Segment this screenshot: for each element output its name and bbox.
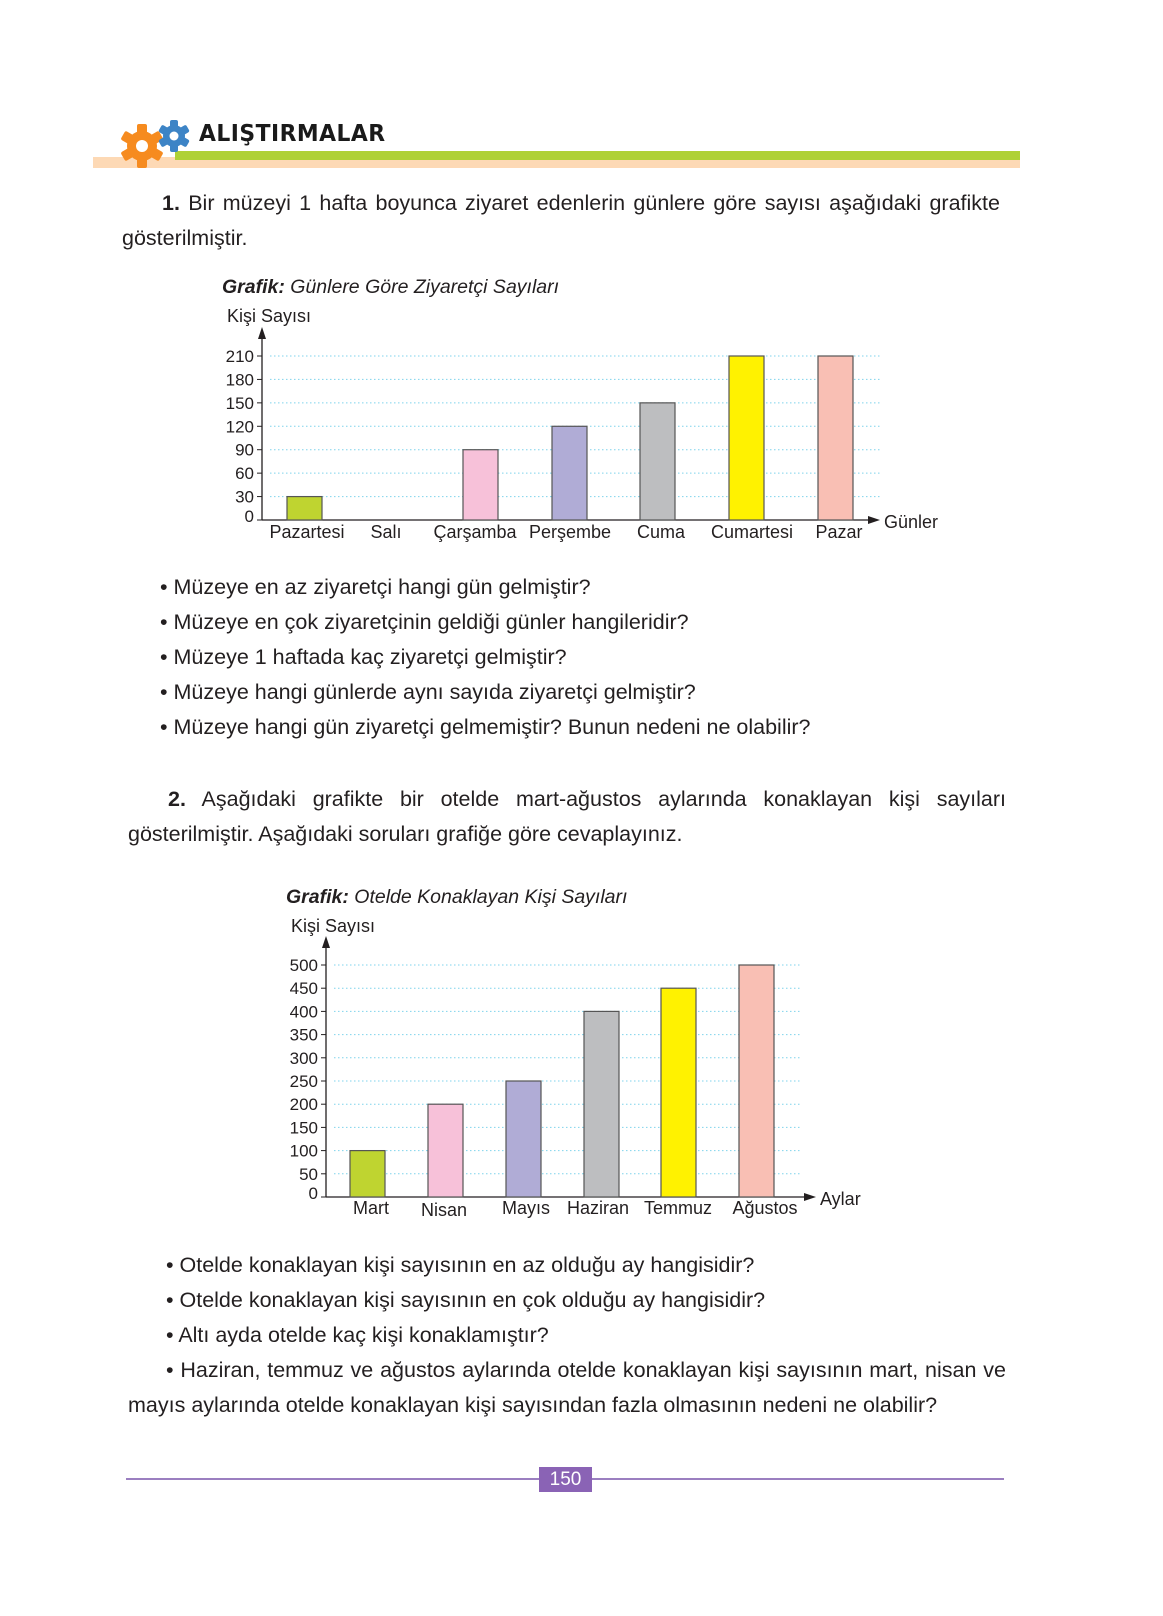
chart-2-title-prefix: Grafik: bbox=[286, 886, 349, 908]
page-number: 150 bbox=[539, 1467, 592, 1492]
x-axis-label: Aylar bbox=[820, 1189, 861, 1209]
question: • Müzeye 1 haftada kaç ziyaretçi gelmiştir? bbox=[160, 645, 567, 669]
x-tick-label: Mart bbox=[353, 1198, 389, 1218]
question: • Müzeye hangi günlerde aynı sayıda ziyaretçi gelmiştir? bbox=[160, 680, 696, 704]
question: • Altı ayda otelde kaç kişi konaklamıştır? bbox=[166, 1323, 549, 1347]
exercise-2-body: Aşağıdaki grafikte bir otelde mart-ağustos aylarında konaklayan kişi sayıları gösterilmiştir. Aşağıdaki soruları grafiğe göre cevaplayınız. bbox=[128, 787, 1006, 846]
y-tick-label: 250 bbox=[289, 1072, 318, 1091]
x-tick-label: Cuma bbox=[636, 522, 686, 542]
x-tick-label: Çarşamba bbox=[433, 522, 517, 542]
y-tick-label: 180 bbox=[225, 370, 254, 390]
exercise-2-questions bbox=[166, 1248, 1006, 1353]
bar-nisan bbox=[428, 1104, 463, 1197]
x-tick-label: Nisan bbox=[420, 1200, 468, 1220]
y-tick-label: 100 bbox=[289, 1141, 318, 1161]
chart-1-title-text: Günlere Göre Ziyaretçi Sayıları bbox=[290, 276, 560, 298]
bar-temmuz bbox=[661, 988, 696, 1197]
chart-2-ylabel: Kişi Sayısı bbox=[291, 916, 376, 936]
x-tick-label: Mayıs bbox=[501, 1198, 551, 1218]
x-tick-label: Perşembe bbox=[528, 522, 612, 542]
y-tick-label: 210 bbox=[225, 347, 254, 366]
y-tick-label: 350 bbox=[289, 1025, 318, 1045]
x-axis-arrow bbox=[804, 1193, 816, 1201]
y-tick-label: 200 bbox=[289, 1095, 318, 1115]
y-tick-label: 400 bbox=[289, 1002, 318, 1022]
y-tick-label: 150 bbox=[289, 1118, 318, 1138]
x-axis-label: Günler bbox=[884, 512, 939, 532]
y-tick-label: 30 bbox=[235, 487, 254, 507]
bar-mayıs bbox=[506, 1081, 541, 1197]
question: • Müzeye en çok ziyaretçinin geldiği günler hangileridir? bbox=[160, 610, 689, 634]
section-title: ALIŞTIRMALAR bbox=[199, 121, 386, 147]
question bbox=[128, 1353, 1006, 1423]
bar-mart bbox=[350, 1151, 385, 1197]
chart-1-title-prefix: Grafik: bbox=[222, 276, 285, 298]
y-tick-label: 450 bbox=[289, 979, 318, 999]
x-tick-label: Ağustos bbox=[732, 1198, 798, 1218]
bar-ağustos bbox=[739, 965, 774, 1197]
x-tick-label: Haziran bbox=[566, 1198, 630, 1218]
bar-haziran bbox=[584, 1011, 619, 1197]
y-tick-label: 150 bbox=[225, 393, 254, 413]
question: • Otelde konaklayan kişi sayısının en çok olduğu ay hangisidir? bbox=[166, 1288, 766, 1312]
y-tick-label: 0 bbox=[244, 507, 254, 526]
y-tick-label: 500 bbox=[289, 956, 318, 975]
question: • Müzeye en az ziyaretçi hangi gün gelmiştir? bbox=[160, 575, 591, 599]
y-tick-label: 90 bbox=[235, 440, 254, 460]
x-tick-label: Pazar bbox=[815, 522, 863, 542]
y-tick-label: 120 bbox=[225, 417, 254, 437]
chart-2-title-text: Otelde Konaklayan Kişi Sayıları bbox=[354, 886, 628, 908]
y-tick-label: 60 bbox=[235, 464, 254, 484]
y-axis-arrow bbox=[322, 936, 330, 948]
x-tick-label: Pazartesi bbox=[269, 522, 345, 542]
exercise-2-number: 2. bbox=[168, 787, 186, 811]
question: • Otelde konaklayan kişi sayısının en az olduğu ay hangisidir? bbox=[166, 1253, 755, 1277]
question: • Müzeye hangi gün ziyaretçi gelmemiştir? Bunun nedeni ne olabilir? bbox=[160, 715, 811, 739]
exercise-1-body: Bir müzeyi 1 hafta boyunca ziyaret edenlerin günlere göre sayısı aşağıdaki grafikte gösterilmiştir. bbox=[122, 191, 1000, 250]
question-text: • Haziran, temmuz ve ağustos aylarında otelde konaklayan kişi sayısının mart, nisan ve mayıs aylarında otelde konaklayan kişi sayısından fazla olmasının nedeni ne olabilir? bbox=[128, 1358, 1006, 1417]
y-tick-label: 0 bbox=[308, 1184, 318, 1203]
x-tick-label: Temmuz bbox=[643, 1198, 713, 1218]
exercise-1-number: 1. bbox=[162, 191, 180, 215]
chart-1-ylabel: Kişi Sayısı bbox=[227, 306, 312, 326]
x-tick-label: Cumartesi bbox=[710, 522, 794, 542]
y-tick-label: 50 bbox=[299, 1164, 318, 1184]
x-tick-label: Salı bbox=[370, 522, 402, 542]
y-tick-label: 300 bbox=[289, 1048, 318, 1068]
